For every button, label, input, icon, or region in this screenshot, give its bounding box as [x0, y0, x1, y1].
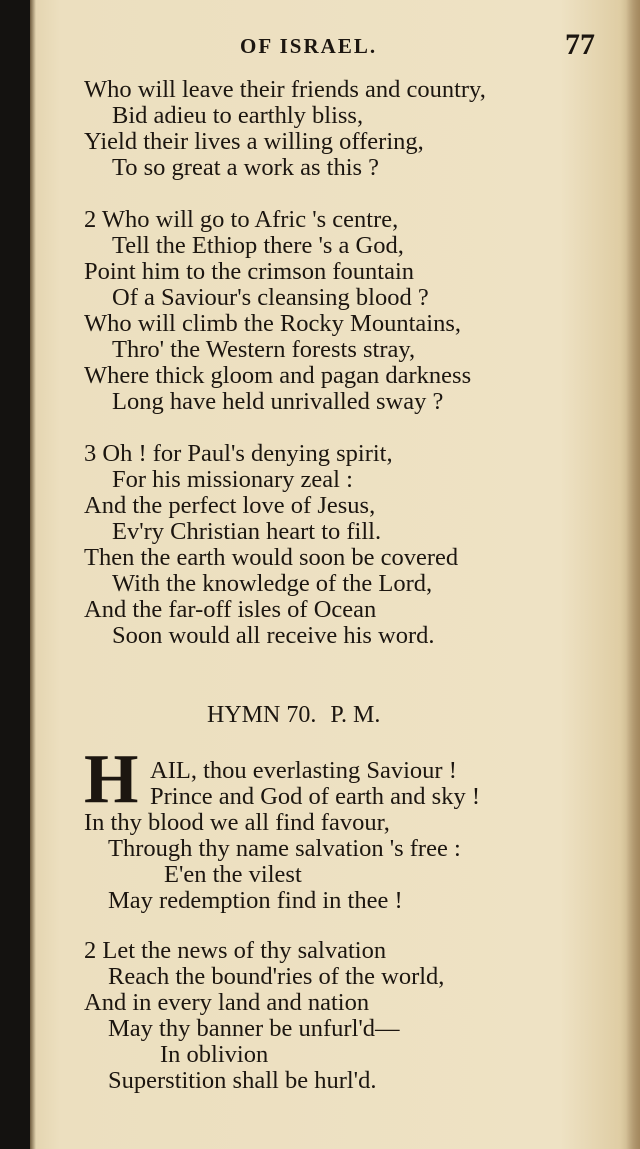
page-number: 77 — [565, 28, 595, 61]
verse-line: 2 Let the news of thy salvation — [84, 937, 387, 964]
drop-cap: H — [84, 741, 139, 818]
verse-line: Prince and God of earth and sky ! — [150, 783, 480, 810]
verse-line: Point him to the crimson fountain — [84, 258, 415, 285]
verse-line: Ev'ry Christian heart to fill. — [112, 518, 382, 545]
verse-line: Then the earth would soon be covered — [84, 544, 459, 571]
verse-line: In thy blood we all find favour, — [84, 809, 390, 836]
verse-line: To so great a work as this ? — [112, 154, 380, 181]
verse-line: Of a Saviour's cleansing blood ? — [112, 284, 429, 311]
verse-line: May thy banner be unfurl'd— — [108, 1015, 400, 1042]
verse-line: May redemption find in thee ! — [108, 887, 403, 914]
verse-line: Thro' the Western forests stray, — [112, 336, 416, 363]
verse-line: With the knowledge of the Lord, — [112, 570, 433, 597]
verse-line: And the perfect love of Jesus, — [84, 492, 376, 519]
verse-line: Long have held unrivalled sway ? — [112, 388, 444, 415]
verse-line: In oblivion — [160, 1041, 269, 1068]
hymn-meter: P. M. — [330, 702, 381, 728]
verse-line: And in every land and nation — [84, 989, 370, 1016]
verse-line: 3 Oh ! for Paul's denying spirit, — [84, 440, 393, 467]
verse-line: Who will leave their friends and country, — [84, 76, 486, 103]
running-title: OF ISRAEL. — [240, 34, 378, 58]
verse-line: Yield their lives a willing offering, — [84, 128, 424, 155]
verse-line: Superstition shall be hurl'd. — [108, 1067, 377, 1094]
verse-line: For his missionary zeal : — [112, 466, 353, 493]
verse-line: E'en the vilest — [164, 861, 302, 888]
running-head — [0, 30, 640, 64]
verse-line: AIL, thou everlasting Saviour ! — [150, 757, 457, 784]
verse-line: 2 Who will go to Afric 's centre, — [84, 206, 399, 233]
verse-line: Reach the bound'ries of the world, — [108, 963, 445, 990]
verse-line: Who will climb the Rocky Mountains, — [84, 310, 461, 337]
hymn-title: HYMN 70. — [207, 702, 317, 728]
verse-line: Where thick gloom and pagan darkness — [84, 362, 472, 389]
page-edge-shadow — [626, 0, 640, 1149]
book-binding — [0, 0, 30, 1149]
binding-shadow — [30, 0, 36, 1149]
verse-line: Tell the Ethiop there 's a God, — [112, 232, 404, 259]
verse-line: And the far-off isles of Ocean — [84, 596, 377, 623]
verse-line: Through thy name salvation 's free : — [108, 835, 461, 862]
hymn-heading — [207, 702, 394, 729]
verse-line: Bid adieu to earthly bliss, — [112, 102, 364, 129]
verse-line: Soon would all receive his word. — [112, 622, 435, 649]
